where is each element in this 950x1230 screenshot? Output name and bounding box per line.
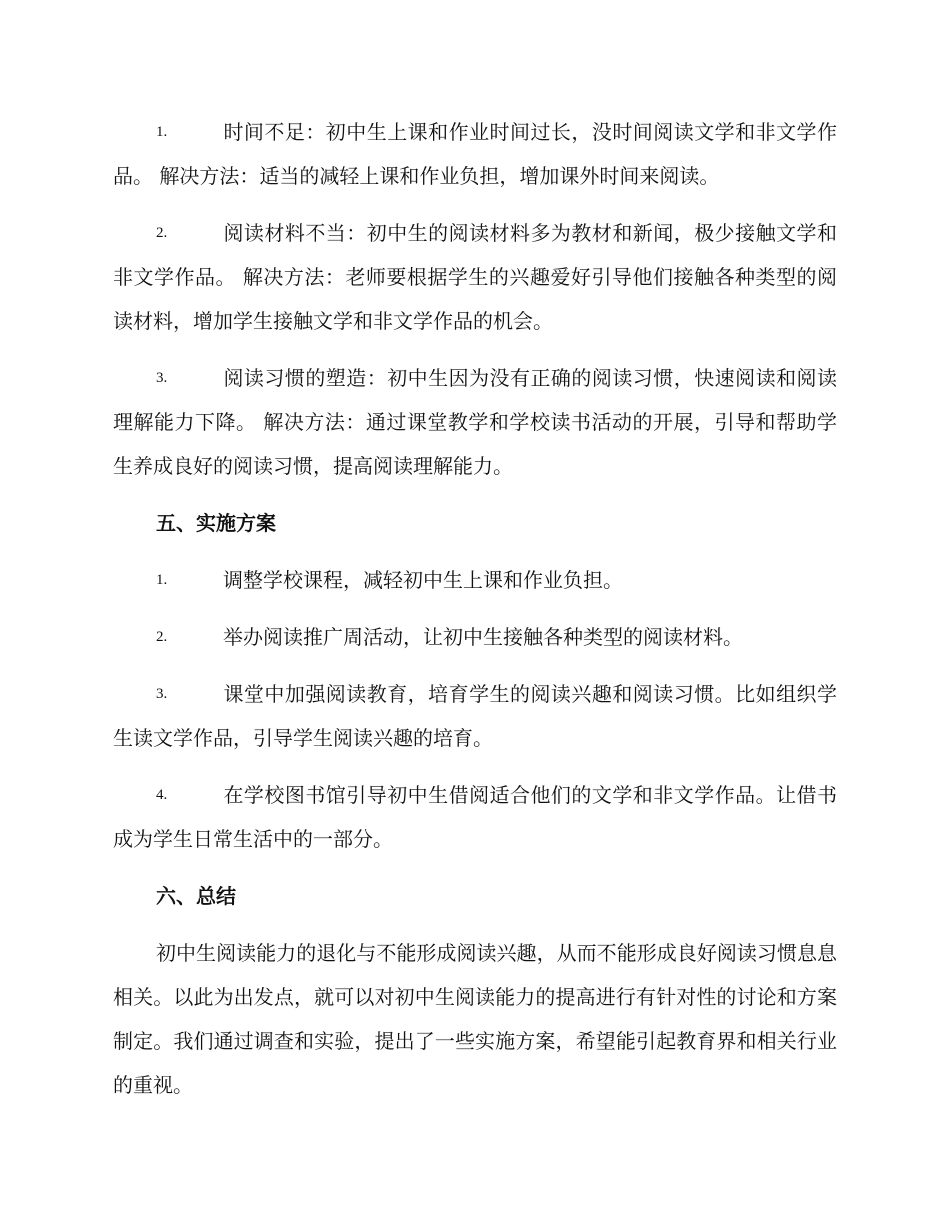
list-item-text: 阅读材料不当：初中生的阅读材料多为教材和新闻，极少接触文学和非文学作品。 解决方法：老师要根据学生的兴趣爱好引导他们接触各种类型的阅读材料，增加学生接触文学和非文学作品的机会。 [113, 221, 837, 333]
list-number: 2. [156, 225, 168, 241]
list-item-text: 调整学校课程，减轻初中生上课和作业负担。 [223, 568, 623, 592]
list-item-text: 时间不足：初中生上课和作业时间过长，没时间阅读文学和非文学作品。 解决方法：适当的减轻上课和作业负担，增加课外时间来阅读。 [113, 120, 837, 188]
list-item-text: 阅读习惯的塑造：初中生因为没有正确的阅读习惯，快速阅读和阅读理解能力下降。 解决方法：通过课堂教学和学校读书活动的开展，引导和帮助学生养成良好的阅读习惯，提高阅读理解能力。 [113, 366, 837, 478]
problem-item-1 [113, 110, 837, 198]
list-number: 3. [156, 370, 168, 386]
list-item-text: 在学校图书馆引导初中生借阅适合他们的文学和非文学作品。让借书成为学生日常生活中的一部分。 [113, 783, 837, 851]
list-number: 2. [156, 629, 168, 645]
plan-item-3 [113, 672, 837, 760]
list-number: 1. [156, 124, 168, 140]
summary-paragraph: 初中生阅读能力的退化与不能形成阅读兴趣，从而不能形成良好阅读习惯息息相关。以此为出发点，就可以对初中生阅读能力的提高进行有针对性的讨论和方案制定。我们通过调查和实验，提出了一些实施方案，希望能引起教育界和相关行业的重视。 [113, 941, 837, 1097]
plan-item-4 [113, 773, 837, 861]
list-number: 1. [156, 572, 168, 588]
section-heading-implementation: 五、实施方案 [156, 511, 276, 535]
document-body [113, 110, 837, 1107]
list-number: 4. [156, 787, 168, 803]
list-item-text: 课堂中加强阅读教育，培育学生的阅读兴趣和阅读习惯。比如组织学生读文学作品，引导学生阅读兴趣的培育。 [113, 682, 837, 750]
plan-item-1 [113, 558, 837, 602]
section-heading-summary: 六、总结 [156, 884, 236, 908]
problem-item-3 [113, 356, 837, 488]
problem-item-2 [113, 211, 837, 343]
plan-item-2 [113, 615, 837, 659]
list-number: 3. [156, 686, 168, 702]
list-item-text: 举办阅读推广周活动，让初中生接触各种类型的阅读材料。 [223, 625, 743, 649]
